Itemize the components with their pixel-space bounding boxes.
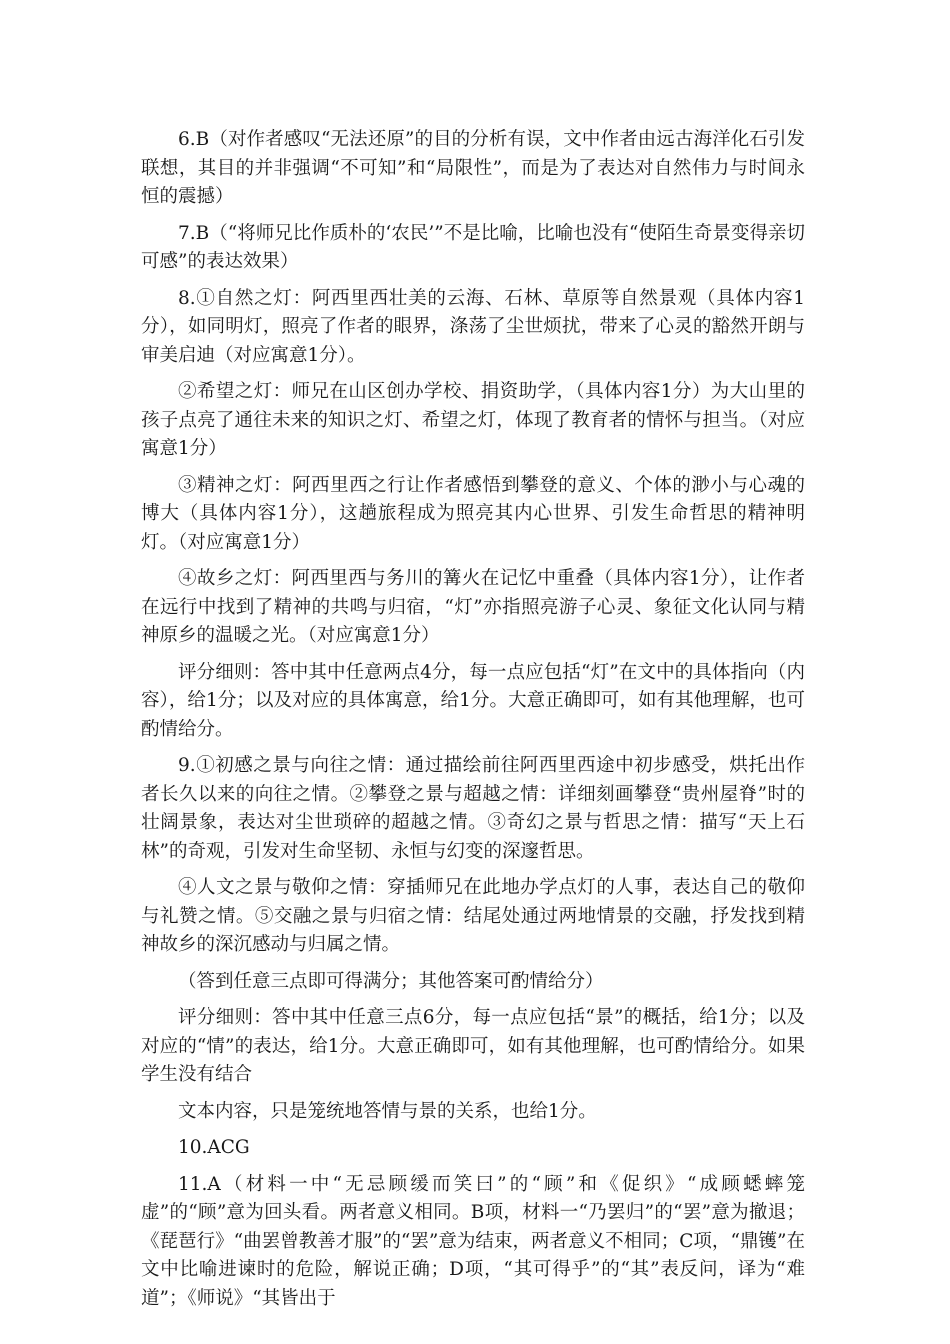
answer-key-text <box>141 126 805 1321</box>
answer-11: 11.A（材料一中“无忌顾缓而笑曰”的“顾”和《促织》“成顾蟋蟀笼虚”的“顾”意为回头看。两者意义相同。B项，材料一“乃罢归”的“罢”意为撤退；《琵琶行》“曲罢曾教善才服”的“罢”意为结束，两者意义不相同；C项，“鼎镬”在文中比喻进谏时的危险，解说正确；D项，“其可得乎”的“其”表反问，译为“难道”；《师说》“其皆出于 <box>141 1173 805 1309</box>
answer-8-point-4: ④故乡之灯：阿西里西与务川的篝火在记忆中重叠（具体内容1分），让作者在远行中找到了精神的共鸣与归宿，“灯”亦指照亮游子心灵、象征文化认同与精神原乡的温暖之光。（对应寓意1分） <box>141 568 805 646</box>
answer-9-points-1-3: 9.①初感之景与向往之情：通过描绘前往阿西里西途中初步感受，烘托出作者长久以来的向往之情。②攀登之景与超越之情：详细刻画攀登“贵州屋脊”时的壮阔景象，表达对尘世琐碎的超越之情。③奇幻之景与哲思之情：描写“天上石林”的奇观，引发对生命坚韧、永恒与幻变的深邃哲思。 <box>141 755 805 862</box>
answer-8-point-3: ③精神之灯：阿西里西之行让作者感悟到攀登的意义、个体的渺小与心魂的博大（具体内容1分），这趟旅程成为照亮其内心世界、引发生命哲思的精神明灯。（对应寓意1分） <box>141 474 805 553</box>
answer-8-scoring: 评分细则：答中其中任意两点4分，每一点应包括“灯”在文中的具体指向（内容），给1分；以及对应的具体寓意，给1分。大意正确即可，如有其他理解，也可酌情给分。 <box>141 661 805 740</box>
answer-9-points-4-5: ④人文之景与敬仰之情：穿插师兄在此地办学点灯的人事，表达自己的敬仰与礼赞之情。⑤交融之景与归宿之情：结尾处通过两地情景的交融，抒发找到精神故乡的深沉感动与归属之情。 <box>141 877 805 955</box>
answer-6: 6.B（对作者感叹“无法还原”的目的分析有误，文中作者由远古海洋化石引发联想，其目的并非强调“不可知”和“局限性”，而是为了表达对自然伟力与时间永恒的震撼） <box>141 129 805 207</box>
answer-9-scoring-continued: 文本内容，只是笼统地答情与景的关系，也给1分。 <box>178 1100 597 1122</box>
answer-7: 7.B（“将师兄比作质朴的‘农民’”不是比喻，比喻也没有“使陌生奇景变得亲切可感”的表达效果） <box>141 222 805 272</box>
answer-8-point-2: ②希望之灯：师兄在山区创办学校、捐资助学，（具体内容1分）为大山里的孩子点亮了通往未来的知识之灯、希望之灯，体现了教育者的情怀与担当。（对应寓意1分） <box>141 381 805 459</box>
answer-10: 10.ACG <box>178 1137 250 1158</box>
answer-9-note: （答到任意三点即可得满分；其他答案可酌情给分） <box>178 970 604 992</box>
answer-9-scoring: 评分细则：答中其中任意三点6分，每一点应包括“景”的概括，给1分；以及对应的“情”的表达，给1分。大意正确即可，如有其他理解，也可酌情给分。如果学生没有结合 <box>141 1007 805 1085</box>
answer-8-point-1: 8.①自然之灯：阿西里西壮美的云海、石林、草原等自然景观（具体内容1分），如同明灯，照亮了作者的眼界，涤荡了尘世烦扰，带来了心灵的豁然开朗与审美启迪（对应寓意1分）。 <box>141 287 805 366</box>
